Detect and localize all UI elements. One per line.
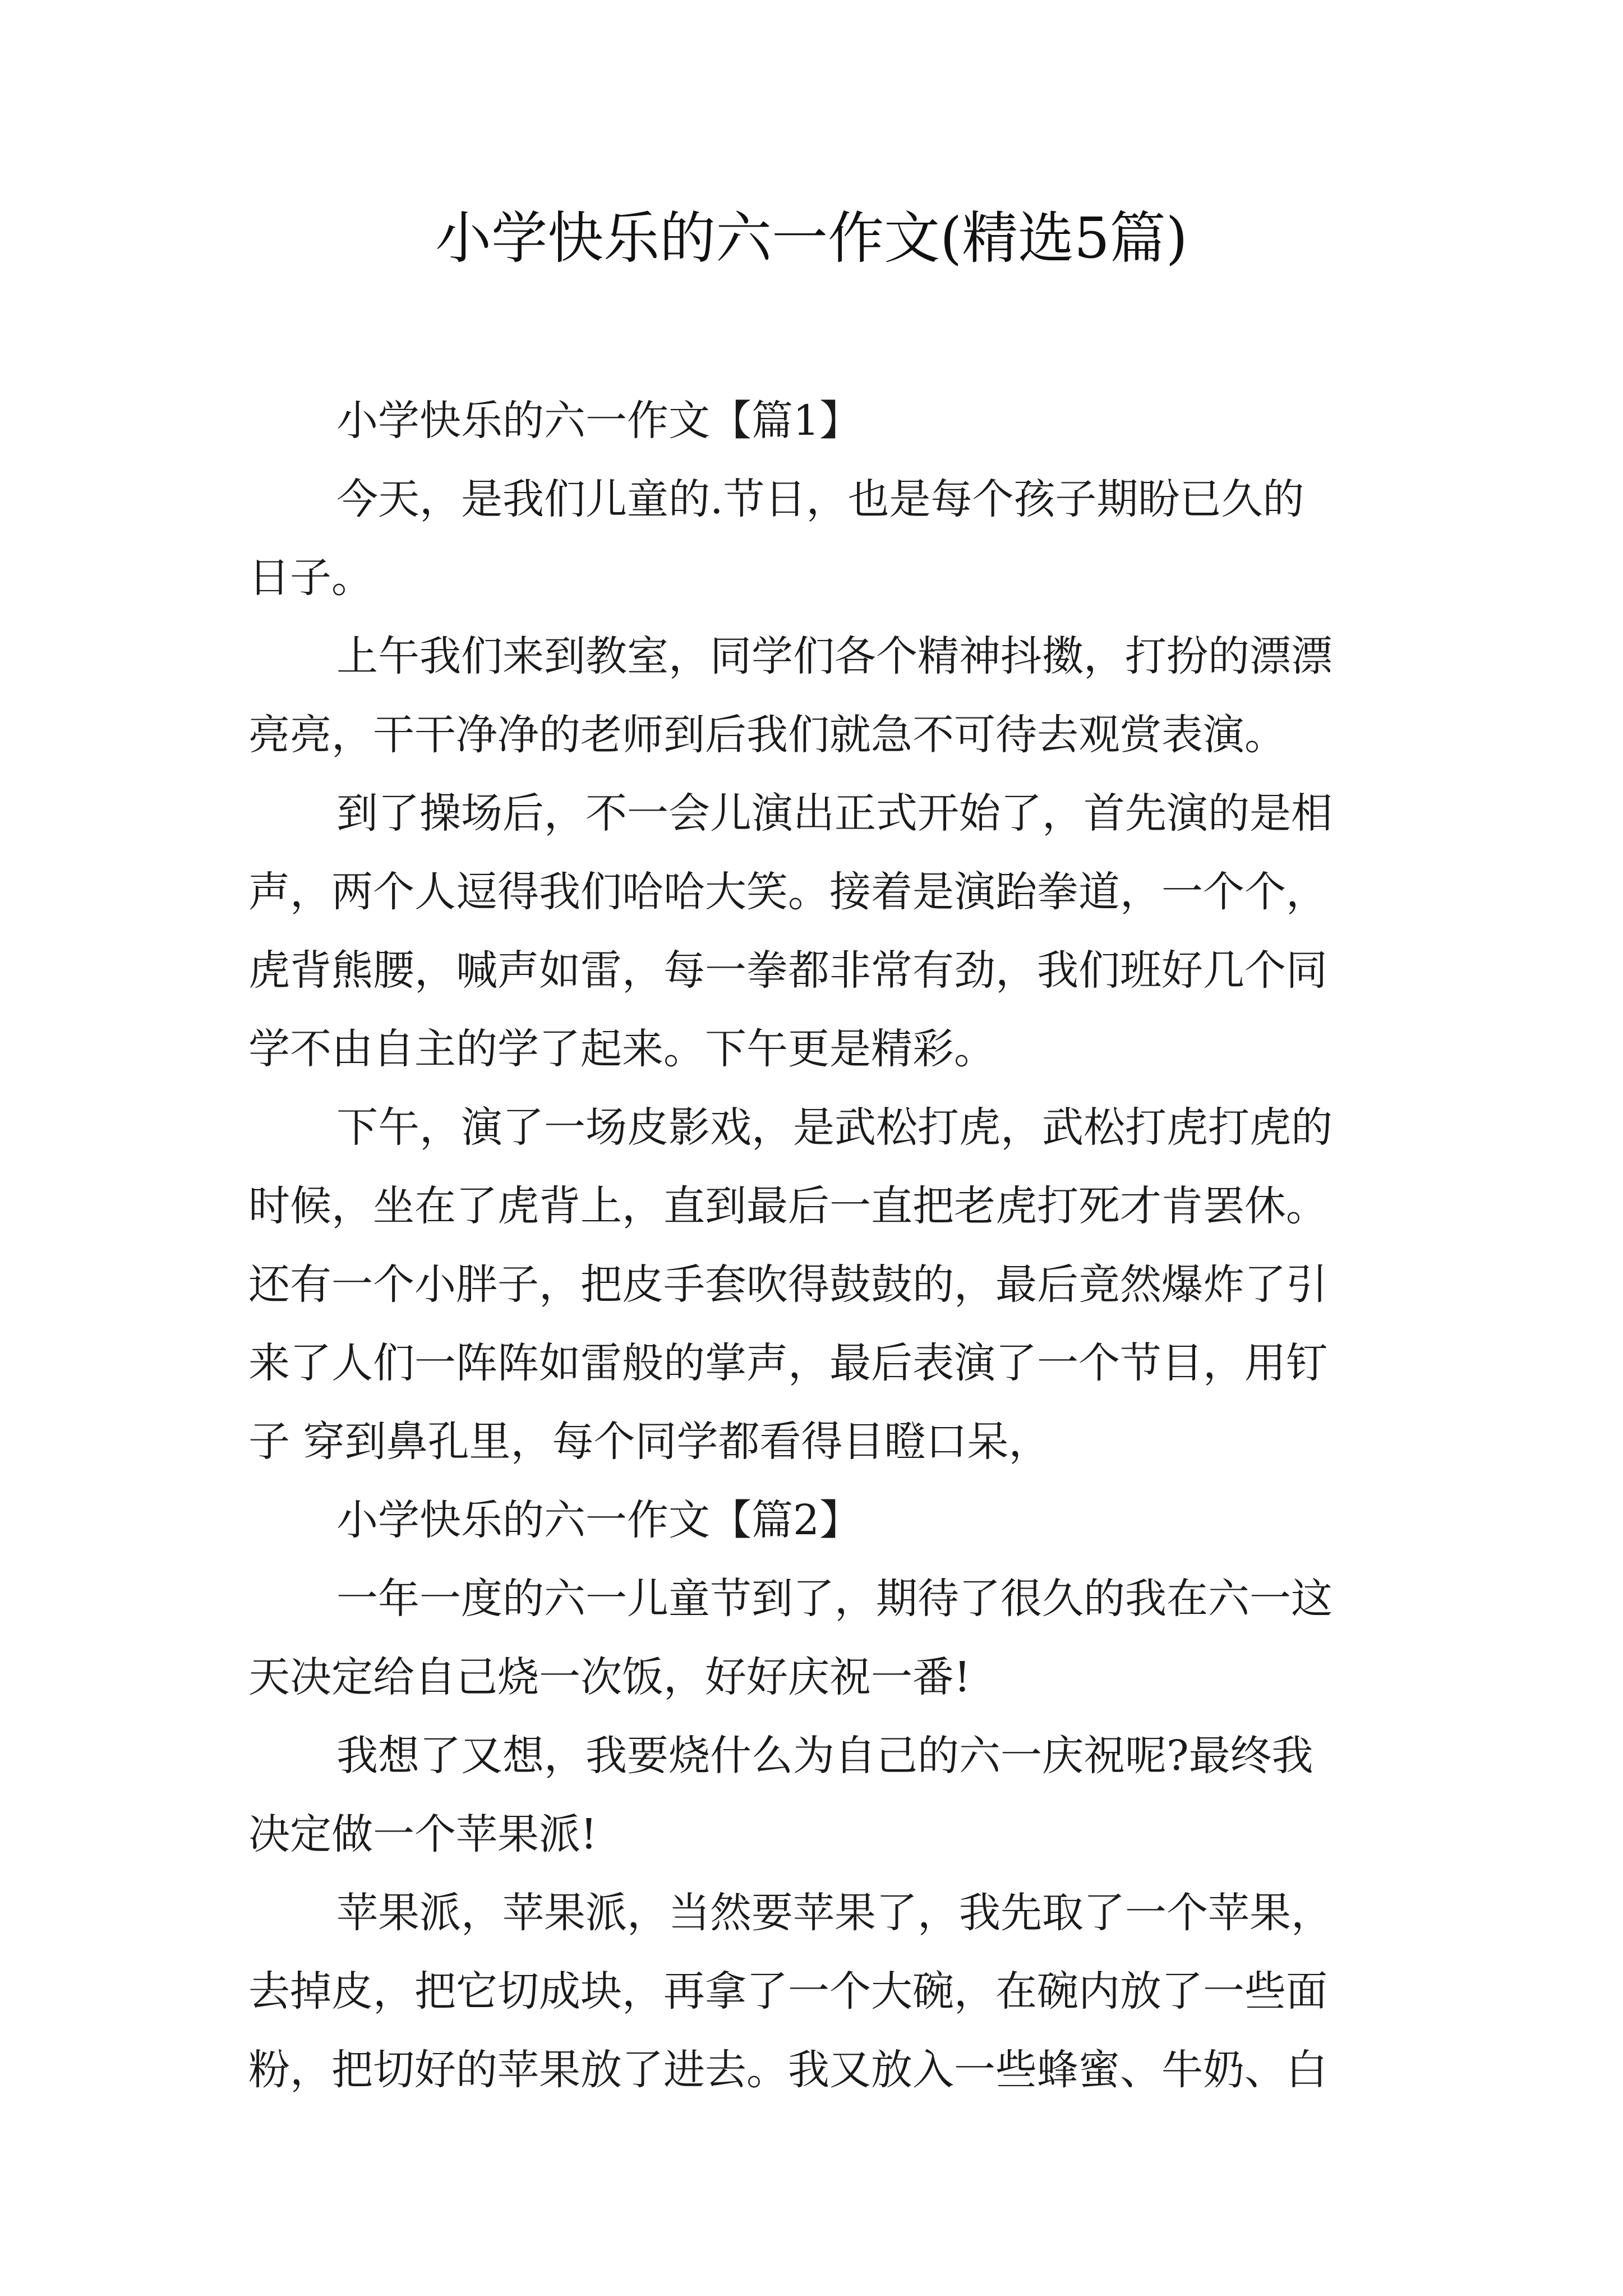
paragraph-line: 天决定给自己烧一次饭，好好庆祝一番! [248,1653,971,1701]
paragraph-line: 一年一度的六一儿童节到了，期待了很久的我在六一这 [336,1575,1332,1623]
paragraph-line: 时候，坐在了虎背上，直到最后一直把老虎打死才肯罢休。 [248,1182,1327,1230]
paragraph-line: 苹果派，苹果派，当然要苹果了，我先取了一个苹果， [336,1889,1332,1937]
section-heading-1: 小学快乐的六一作文【篇1】 [336,397,861,445]
paragraph-line: 上午我们来到教室，同学们各个精神抖擞，打扮的漂漂 [336,632,1332,680]
page-title: 小学快乐的六一作文(精选5篇) [435,205,1188,271]
paragraph-line: 子 穿到鼻孔里，每个同学都看得目瞪口呆， [248,1418,1050,1466]
paragraph-line: 去掉皮，把它切成块，再拿了一个大碗，在碗内放了一些面 [248,1967,1327,2016]
paragraph-line: 亮亮，干干净净的老师到后我们就急不可待去观赏表演。 [248,711,1286,759]
paragraph-line: 声，两个人逗得我们哈哈大笑。接着是演跆拳道，一个个， [248,868,1327,916]
paragraph-line: 来了人们一阵阵如雷般的掌声，最后表演了一个节目，用钉 [248,1339,1327,1387]
paragraph-line: 今天，是我们儿童的.节日，也是每个孩子期盼已久的 [336,475,1304,523]
section-heading-2: 小学快乐的六一作文【篇2】 [336,1496,861,1544]
paragraph-line: 日子。 [248,554,373,602]
paragraph-line: 下午，演了一场皮影戏，是武松打虎，武松打虎打虎的 [336,1103,1332,1152]
paragraph-line: 学不由自主的学了起来。下午更是精彩。 [248,1025,995,1073]
paragraph-line: 粉，把切好的苹果放了进去。我又放入一些蜂蜜、牛奶、白 [248,2046,1327,2094]
paragraph-line: 决定做一个苹果派! [248,1810,597,1858]
paragraph-line: 还有一个小胖子，把皮手套吹得鼓鼓的，最后竟然爆炸了引 [248,1260,1327,1309]
paragraph-line: 我想了又想，我要烧什么为自己的六一庆祝呢?最终我 [336,1732,1313,1780]
paragraph-line: 虎背熊腰，喊声如雷，每一拳都非常有劲，我们班好几个同 [248,946,1327,995]
paragraph-line: 到了操场后，不一会儿演出正式开始了，首先演的是相 [336,789,1332,838]
